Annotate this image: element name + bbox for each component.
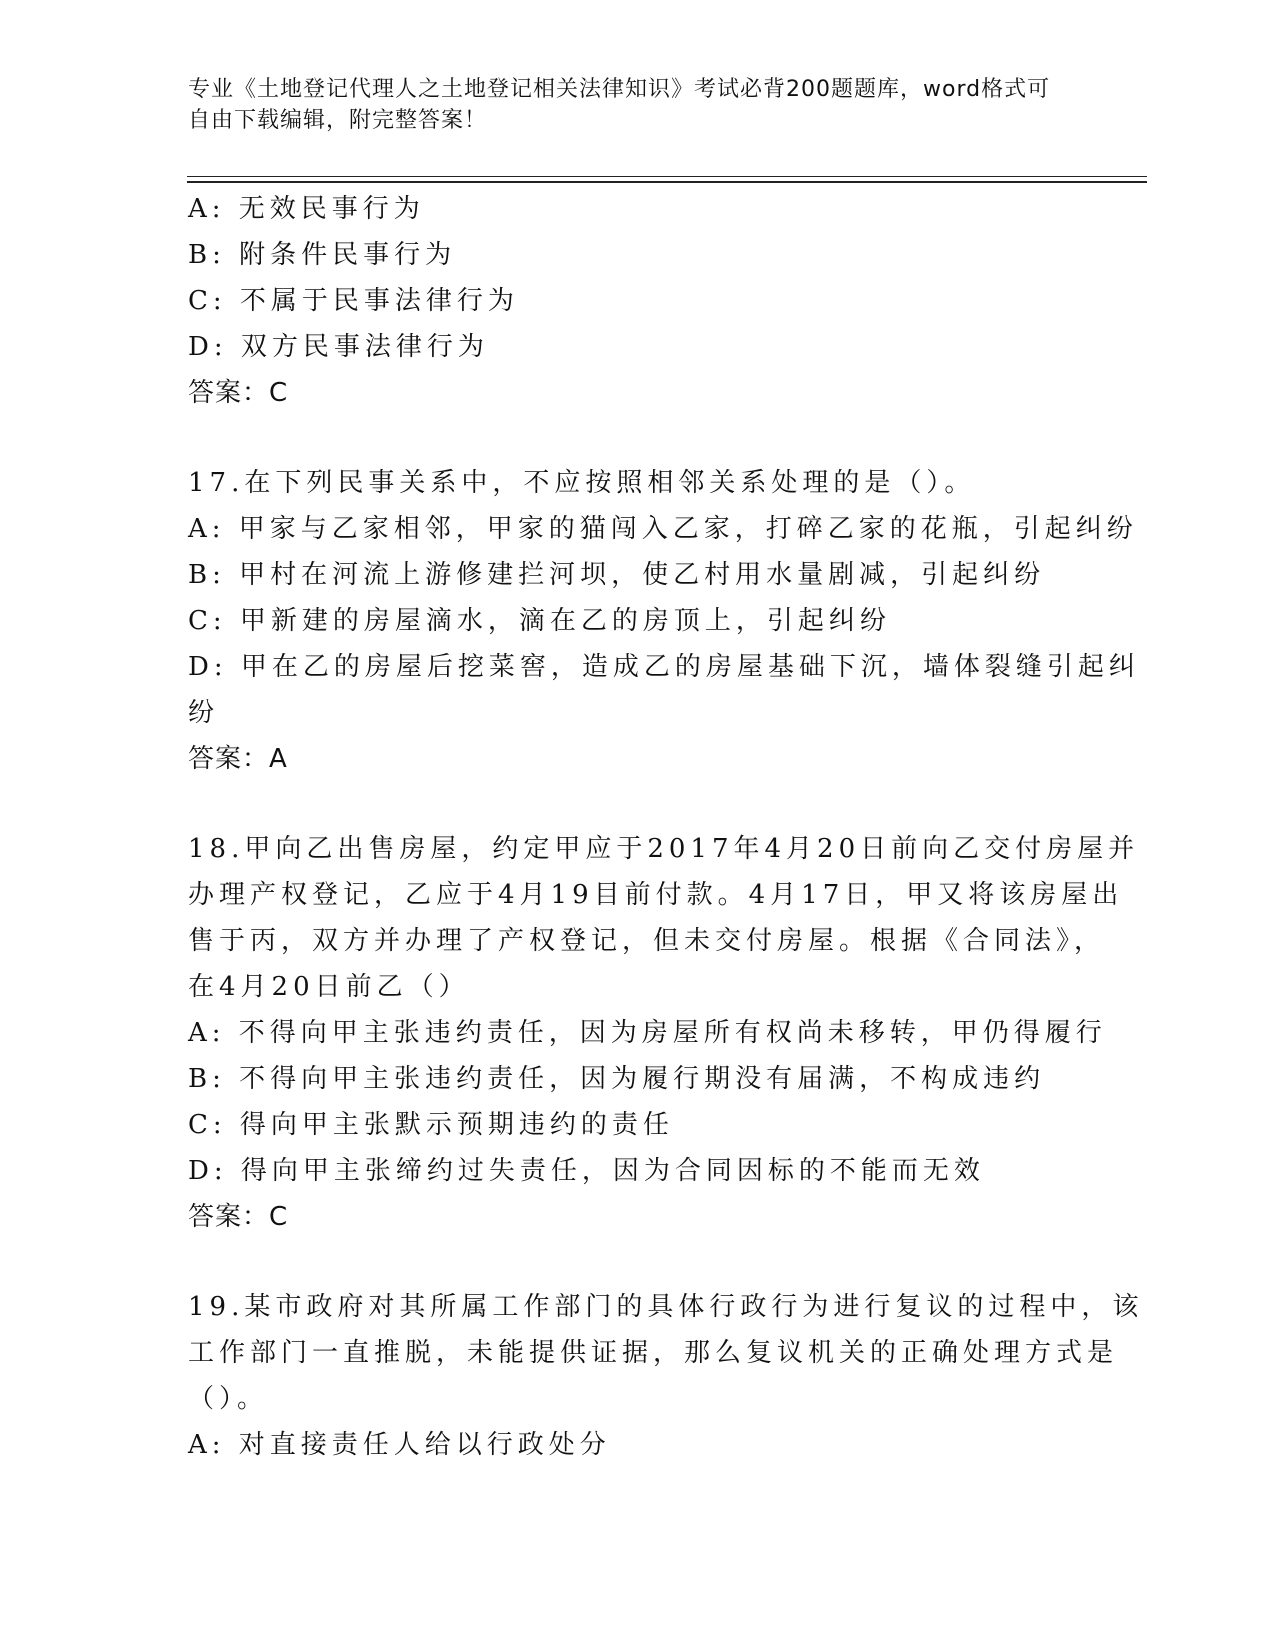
- option-d: D: 双方民事法律行为: [188, 332, 489, 362]
- option-a: A: 不得向甲主张违约责任，因为房屋所有权尚未移转，甲仍得履行: [188, 1018, 1107, 1048]
- header-divider-thick: [187, 181, 1147, 183]
- question-content: [188, 186, 1144, 1468]
- option-a: A: 对直接责任人给以行政处分: [188, 1430, 611, 1460]
- question-block-16: [188, 186, 1088, 416]
- header-divider-thin: [187, 176, 1147, 177]
- question-text-line-2: 工作部门一直推脱，未能提供证据，那么复议机关的正确处理方式是: [188, 1338, 1119, 1368]
- question-text-line-2: 办理产权登记，乙应于4月19目前付款。4月17日，甲又将该房屋出: [188, 880, 1124, 910]
- option-b: B: 不得向甲主张违约责任，因为履行期没有届满，不构成违约: [188, 1064, 1046, 1094]
- option-a: A: 甲家与乙家相邻，甲家的猫闯入乙家，打碎乙家的花瓶，引起纠纷: [188, 514, 1138, 544]
- question-text-line-1: 19.某市政府对其所属工作部门的具体行政行为进行复议的过程中，该: [188, 1292, 1144, 1322]
- option-c: C: 得向甲主张默示预期违约的责任: [188, 1110, 674, 1140]
- question-text: 17.在下列民事关系中，不应按照相邻关系处理的是（）。: [188, 468, 976, 498]
- question-block-18: [188, 826, 1140, 1240]
- option-b: B: 甲村在河流上游修建拦河坝，使乙村用水量剧减，引起纠纷: [188, 560, 1046, 590]
- option-a: A: 无效民事行为: [188, 194, 425, 224]
- question-text-line-3: 售于丙，双方并办理了产权登记，但未交付房屋。根据《合同法》，: [188, 926, 1106, 956]
- question-block-19: [188, 1284, 1144, 1468]
- question-text-line-4: 在4月20日前乙（）: [188, 972, 470, 1002]
- option-b: B: 附条件民事行为: [188, 240, 457, 270]
- option-c: C: 甲新建的房屋滴水，滴在乙的房顶上，引起纠纷: [188, 606, 891, 636]
- option-c: C: 不属于民事法律行为: [188, 286, 519, 316]
- document-header: 专业《土地登记代理人之土地登记相关法律知识》考试必背200题题库，word格式可自由下载编辑，附完整答案！: [188, 77, 1051, 133]
- option-d-continued: 纷: [188, 698, 220, 728]
- option-d: D: 甲在乙的房屋后挖菜窖，造成乙的房屋基础下沉，墙体裂缝引起纠: [188, 652, 1140, 682]
- answer-line: 答案：C: [188, 1202, 289, 1232]
- question-text-line-3: （）。: [188, 1384, 269, 1414]
- option-d: D: 得向甲主张缔约过失责任，因为合同因标的不能而无效: [188, 1156, 985, 1186]
- answer-line: 答案：C: [188, 378, 289, 408]
- question-text-line-1: 18.甲向乙出售房屋，约定甲应于2017年4月20日前向乙交付房屋并: [188, 834, 1140, 864]
- answer-line: 答案：A: [188, 744, 288, 774]
- question-block-17: [188, 460, 1140, 782]
